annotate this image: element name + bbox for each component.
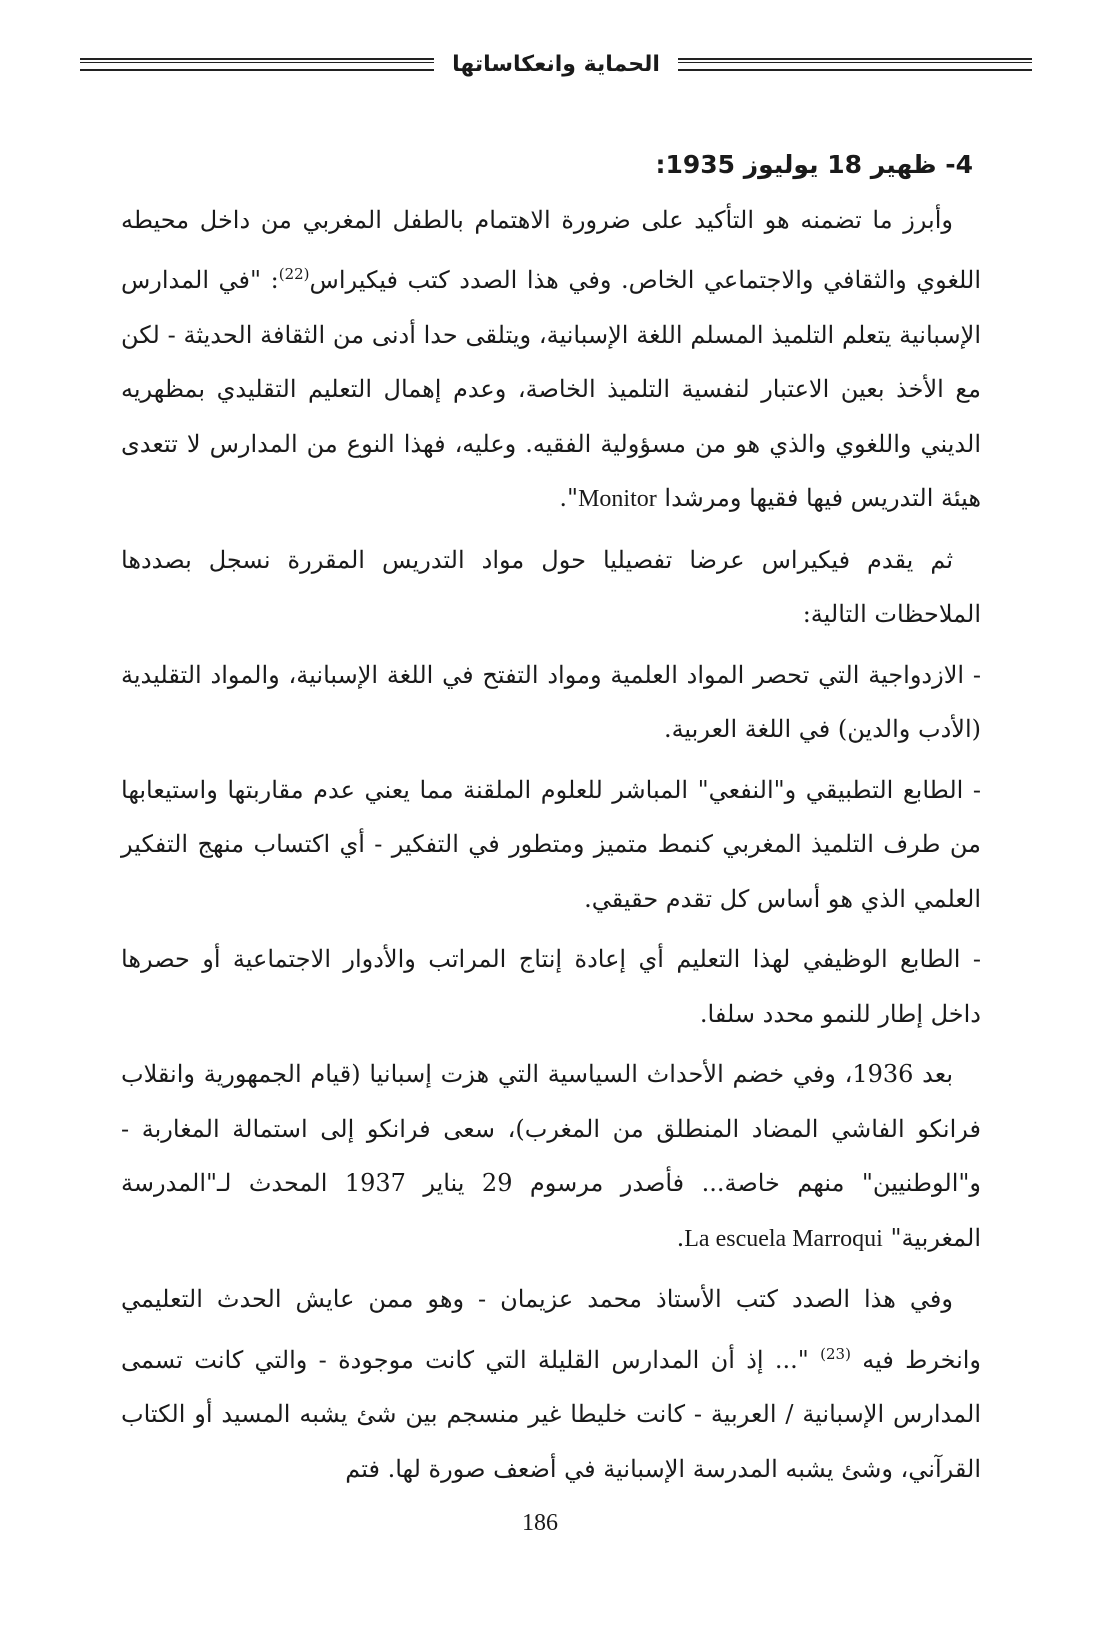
page-number: 186 [522, 1510, 558, 1536]
section-heading: 4- ظهير 18 يوليوز 1935: [655, 150, 973, 179]
list-item: - الطابع التطبيقي و"النفعي" المباشر للعلوم الملقنة مما يعني عدم مقاربتها واستيعابها من طرف التلميذ المغربي كنمط متميز ومتطور في التفكير - أي اكتساب منهج التفكير العلمي الذي هو أساس كل تقدم حقيقي. [121, 775, 981, 913]
list-item: - الازدواجية التي تحصر المواد العلمية ومواد التفتح في اللغة الإسبانية، والمواد التقليدية (الأدب والدين) في اللغة العربية. [121, 660, 981, 743]
paragraph-4-text-a: وفي هذا الصدد كتب الأستاذ محمد عزيمان - وهو ممن عايش الحدث التعليمي وانخرط فيه [121, 1285, 982, 1374]
chapter-title: الحماية وانعكاساتها [452, 51, 660, 77]
paragraph-3-text: بعد 1936، وفي خضم الأحداث السياسية التي هزت إسبانيا (قيام الجمهورية وانقلاب فرانكو الفاشي المضاد المنطلق من المغرب)، سعى فرانكو إلى استمالة المغاربة - و"الوطنيين" منهم خاصة... فأصدر مرسوم 29 يناير 1937 المحدث لـ"المدرسة المغربية" [121, 1060, 981, 1252]
body-text [121, 138, 981, 1496]
header-rule-left [80, 58, 434, 71]
paragraph-2: ثم يقدم فيكيراس عرضا تفصيليا حول مواد التدريس المقررة نسجل بصددها الملاحظات التالية: [121, 545, 981, 628]
paragraph-4 [121, 1272, 981, 1496]
paragraph-1-text-b: : "في المدارس الإسبانية يتعلم التلميذ المسلم اللغة الإسبانية، ويتلقى حدا أدنى من الثقافة الحديثة - لكن مع الأخذ بعين الاعتبار لنفسية التلميذ الخاصة، وعدم إهمال التعليم التقليدي بمظهريه الديني واللغوي والذي هو من مسؤولية الفقيه. وعليه، فهذا النوع من المدارس لا تتعدى هيئة التدريس فيها فقيها ومرشدا [121, 266, 981, 512]
footnote-ref-22: (22) [278, 265, 310, 283]
paragraph-1 [121, 193, 981, 527]
paragraph-3-end: . [676, 1223, 685, 1252]
running-header [80, 44, 1032, 84]
paragraph-1-end: ". [559, 484, 579, 512]
term-monitor: Monitor [578, 486, 657, 512]
term-la-escuela-marroqui: La escuela Marroqui [684, 1225, 883, 1252]
paragraph-4-text-b: "... إذ أن المدارس القليلة التي كانت موجودة - والتي كانت تسمى المدارس الإسبانية / العربية - كانت خليطا غير منسجم بين شئ يشبه المسيد أو الكتاب القرآني، وشئ يشبه المدرسة الإسبانية في أضعف صورة لها. فتم [121, 1345, 982, 1483]
footnote-ref-23: (23) [820, 1344, 851, 1363]
paragraph-3 [121, 1047, 981, 1266]
header-rule-right [678, 58, 1032, 71]
paragraph-1-text-a: وأبرز ما تضمنه هو التأكيد على ضرورة الاهتمام بالطفل المغربي من داخل محيطه اللغوي والثقافي والاجتماعي الخاص. وفي هذا الصدد كتب فيكيراس [121, 205, 981, 294]
list-item: - الطابع الوظيفي لهذا التعليم أي إعادة إنتاج المراتب والأدوار الاجتماعية أو حصرها داخل إطار للنمو محدد سلفا. [121, 945, 981, 1028]
